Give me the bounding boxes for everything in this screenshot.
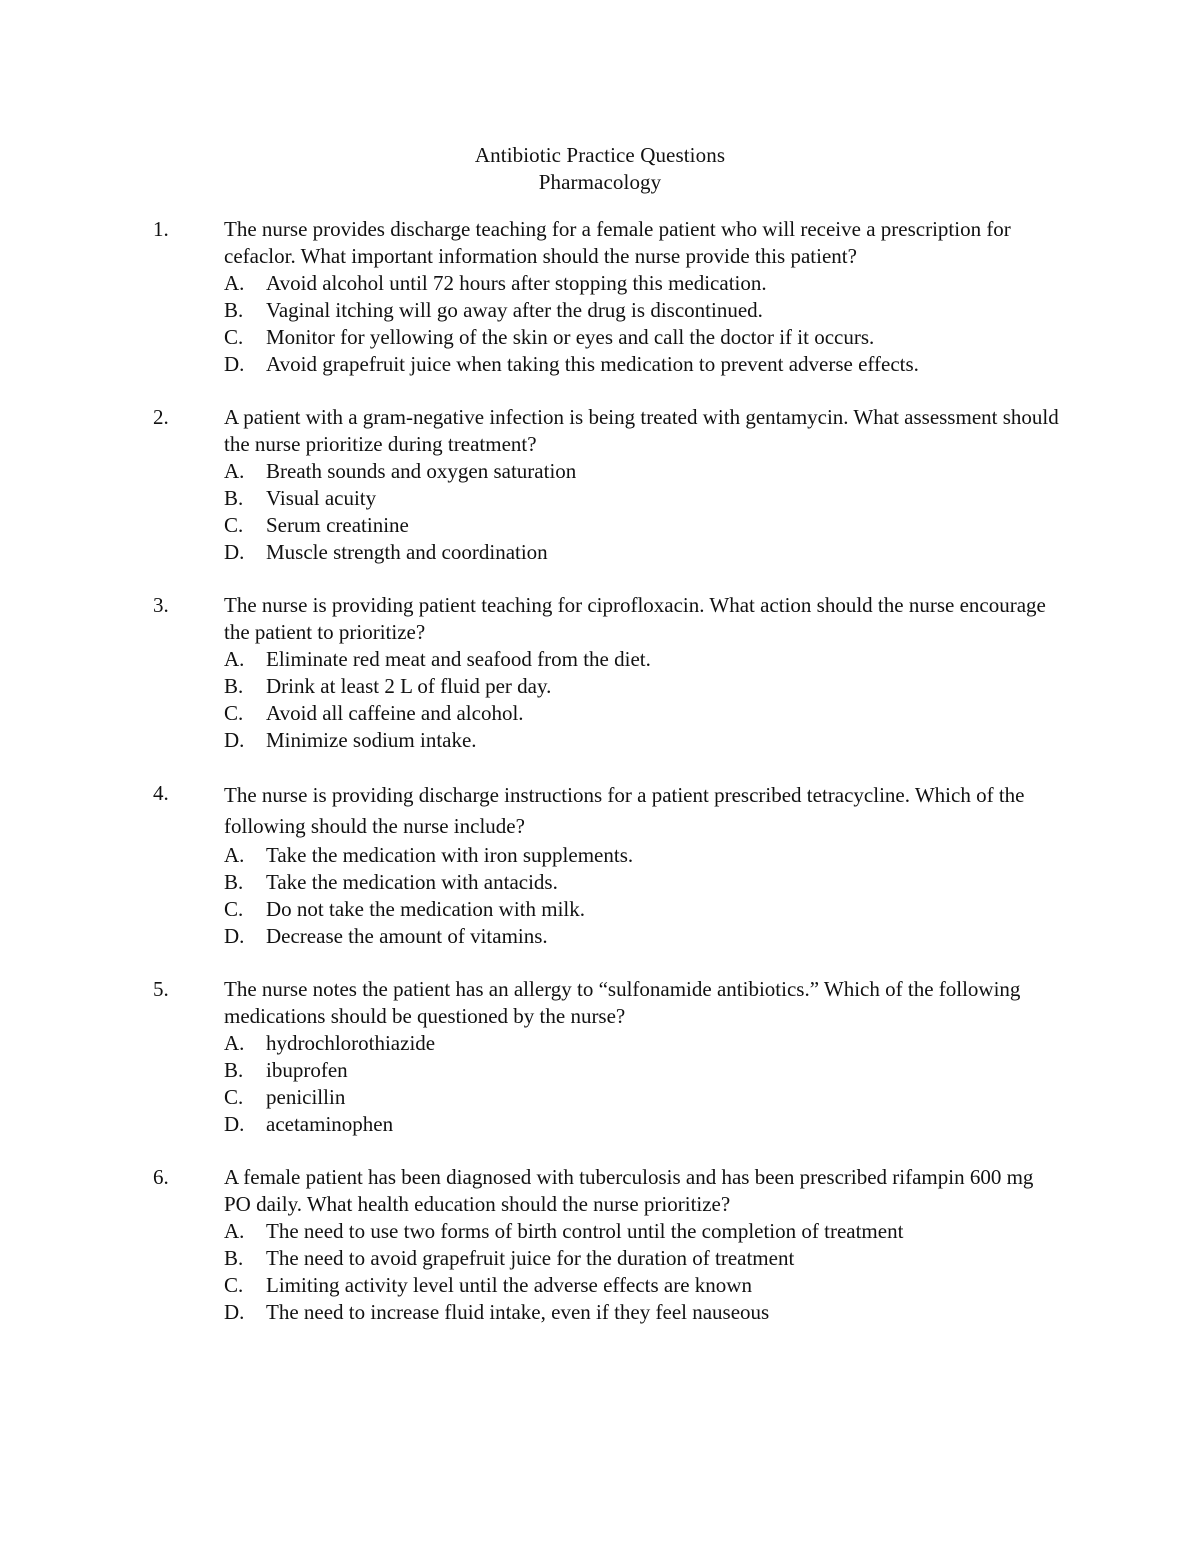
option-text: penicillin [266,1085,346,1109]
option-letter: A. [224,459,245,483]
option-c [0,700,1200,727]
question-number: 5. [153,977,169,1001]
option-text: Take the medication with iron supplements. [266,843,634,867]
option-text: hydrochlorothiazide [266,1031,436,1055]
option-a [0,1218,1200,1245]
question-number: 4. [153,781,169,805]
question-text: The nurse notes the patient has an allergy to “sulfonamide antibiotics.” Which of the following medications should be questioned by the nurse? [224,977,1021,1028]
option-letter: B. [224,1058,244,1082]
question-text: The nurse provides discharge teaching for a female patient who will receive a prescription for cefaclor. What important information should the nurse provide this patient? [224,217,1011,268]
option-letter: D. [224,540,245,564]
option-a [0,646,1200,673]
option-letter: B. [224,486,244,510]
option-text: ibuprofen [266,1058,348,1082]
question-number: 2. [153,405,169,429]
option-d [0,351,1200,378]
option-text: Visual acuity [266,486,377,510]
option-text: Monitor for yellowing of the skin or eyes and call the doctor if it occurs. [266,325,875,349]
question-3 [0,592,1200,754]
option-letter: A. [224,1031,245,1055]
option-text: Minimize sodium intake. [266,728,477,752]
option-c [0,896,1200,923]
document-subtitle: Pharmacology [538,170,662,194]
option-text: The need to increase fluid intake, even if they feel nauseous [266,1300,770,1324]
option-b [0,485,1200,512]
option-letter: C. [224,1273,244,1297]
option-letter: D. [224,1112,245,1136]
option-a [0,842,1200,869]
option-text: The need to use two forms of birth control until the completion of treatment [266,1219,904,1243]
option-b [0,869,1200,896]
question-text: A patient with a gram-negative infection is being treated with gentamycin. What assessment should the nurse prioritize during treatment? [224,405,1059,456]
option-text: The need to avoid grapefruit juice for the duration of treatment [266,1246,795,1270]
option-text: Avoid alcohol until 72 hours after stopping this medication. [266,271,767,295]
option-list [0,1030,1200,1138]
option-text: Breath sounds and oxygen saturation [266,459,577,483]
option-letter: B. [224,870,244,894]
question-text: The nurse is providing patient teaching for ciprofloxacin. What action should the nurse encourage the patient to prioritize? [224,593,1046,644]
question-text: The nurse is providing discharge instructions for a patient prescribed tetracycline. Which of the following should the nurse include? [224,783,1025,838]
option-letter: C. [224,701,244,725]
option-text: Take the medication with antacids. [266,870,558,894]
option-c [0,1272,1200,1299]
option-text: Drink at least 2 L of fluid per day. [266,674,552,698]
question-5 [0,976,1200,1138]
option-letter: A. [224,271,245,295]
option-text: Limiting activity level until the adverse effects are known [266,1273,752,1297]
question-1 [0,216,1200,378]
option-letter: C. [224,897,244,921]
question-2 [0,404,1200,566]
option-letter: D. [224,1300,245,1324]
question-text: A female patient has been diagnosed with tuberculosis and has been prescribed rifampin 600 mg PO daily. What health education should the nurse prioritize? [224,1165,1034,1216]
option-d [0,1299,1200,1326]
option-list [0,270,1200,378]
option-text: Eliminate red meat and seafood from the diet. [266,647,651,671]
document-title: Antibiotic Practice Questions [474,143,726,167]
option-text: Do not take the medication with milk. [266,897,586,921]
option-letter: D. [224,924,245,948]
option-list [0,842,1200,950]
option-text: Avoid grapefruit juice when taking this medication to prevent adverse effects. [266,352,919,376]
question-number: 6. [153,1165,169,1189]
question-list [0,216,1200,1352]
option-b [0,297,1200,324]
option-d [0,1111,1200,1138]
option-letter: A. [224,843,245,867]
option-b [0,1245,1200,1272]
option-letter: B. [224,674,244,698]
option-d [0,539,1200,566]
option-letter: C. [224,1085,244,1109]
option-c [0,324,1200,351]
option-letter: D. [224,728,245,752]
option-text: Avoid all caffeine and alcohol. [266,701,524,725]
option-a [0,458,1200,485]
option-b [0,673,1200,700]
question-4 [0,780,1200,950]
option-c [0,512,1200,539]
question-number: 3. [153,593,169,617]
option-list [0,1218,1200,1326]
option-text: Vaginal itching will go away after the drug is discontinued. [266,298,763,322]
option-text: Muscle strength and coordination [266,540,548,564]
option-letter: B. [224,298,244,322]
option-letter: A. [224,1219,245,1243]
option-text: acetaminophen [266,1112,394,1136]
option-letter: B. [224,1246,244,1270]
option-list [0,646,1200,754]
option-d [0,727,1200,754]
option-letter: A. [224,647,245,671]
option-text: Serum creatinine [266,513,409,537]
option-a [0,1030,1200,1057]
option-a [0,270,1200,297]
option-letter: D. [224,352,245,376]
option-letter: C. [224,513,244,537]
option-list [0,458,1200,566]
option-text: Decrease the amount of vitamins. [266,924,548,948]
question-6 [0,1164,1200,1326]
title-block [0,142,1200,196]
option-c [0,1084,1200,1111]
option-letter: C. [224,325,244,349]
question-number: 1. [153,217,169,241]
option-d [0,923,1200,950]
option-b [0,1057,1200,1084]
